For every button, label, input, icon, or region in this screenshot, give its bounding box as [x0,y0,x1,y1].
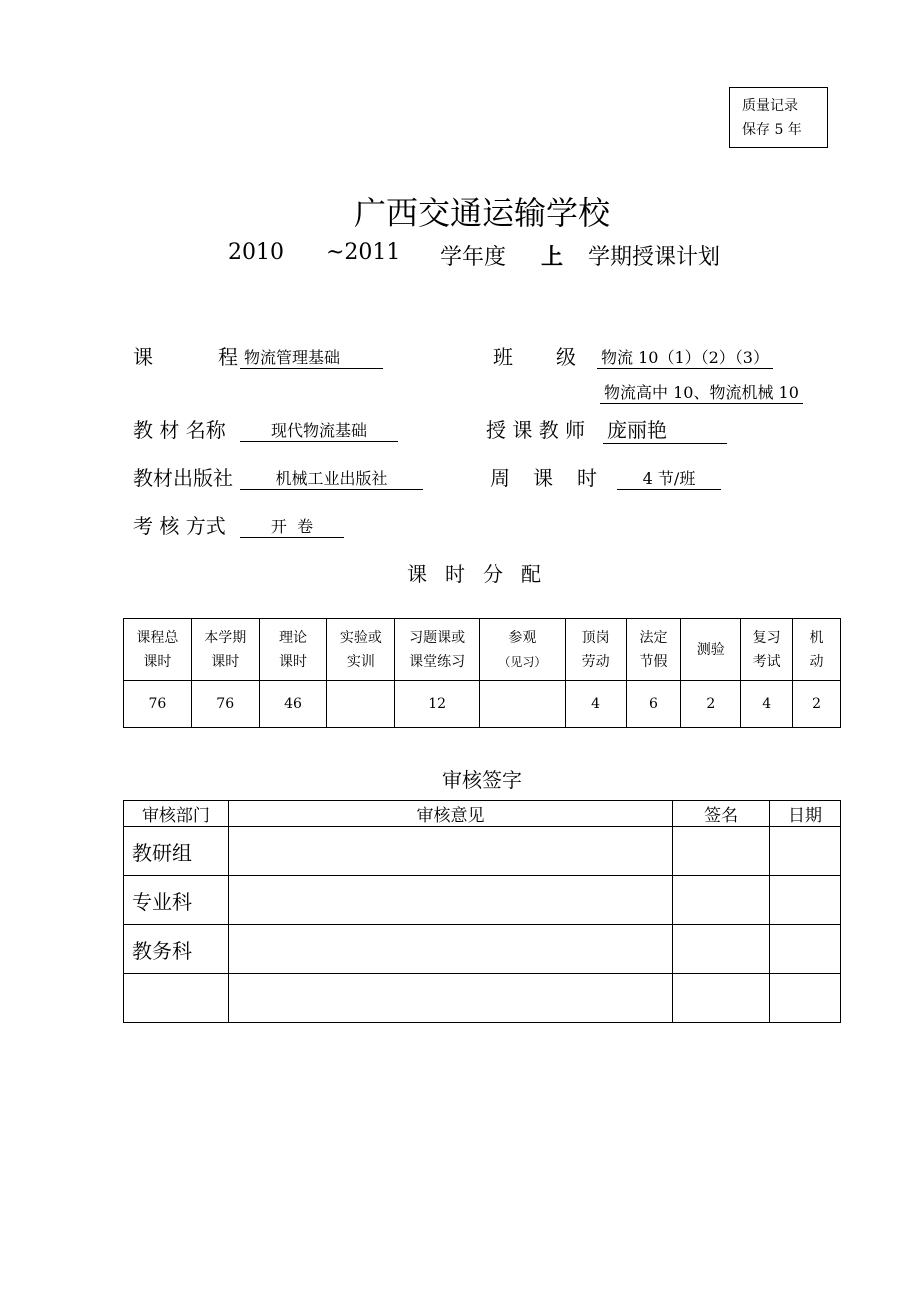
header-cell: 课程总 课时 [124,619,192,681]
header-cell: 习题课或 课堂练习 [395,619,480,681]
signature-cell[interactable] [673,974,770,1023]
value-cell: 4 [741,681,793,728]
exam-label: 考 核 方式 [133,514,226,538]
hours-table [123,618,841,728]
course-value: 物流管理基础 [240,345,383,369]
header-cell: 日期 [770,801,841,827]
value-cell: 76 [124,681,192,728]
header-cell: 实验或 实训 [327,619,395,681]
term: 上 [541,244,564,270]
date-cell[interactable] [770,925,841,974]
textbook-label: 教 材 名称 [133,418,226,442]
weekly-value: 4 节/班 [617,466,721,490]
publisher-value: 机械工业出版社 [240,466,423,490]
header-cell: 法定 节假 [626,619,681,681]
header-cell: 本学期 课时 [191,619,259,681]
header-cell: 审核意见 [228,801,672,827]
department-cell [124,974,229,1023]
hours-value-row [124,681,841,728]
review-row [124,974,841,1023]
hours-section-title: 课时分配 [407,562,559,586]
signature-cell[interactable] [673,827,770,876]
publisher-label: 教材出版社 [133,466,233,490]
date-cell[interactable] [770,876,841,925]
department-cell: 教研组 [124,827,229,876]
date-cell[interactable] [770,827,841,876]
header-cell: 参观 （见习） [479,619,565,681]
exam-value: 开 卷 [240,514,344,538]
review-row [124,827,841,876]
year-end: ~2011 [326,240,401,265]
department-cell: 教务科 [124,925,229,974]
plan-label: 学期授课计划 [588,245,721,270]
weekly-label-1: 周 [490,466,510,490]
weekly-label-2: 课 [533,466,553,490]
class-value-1: 物流 10（1）（2）（3） [597,345,773,369]
weekly-label-3: 时 [577,466,597,490]
year-start: 2010 [228,240,284,265]
review-table [123,800,841,1023]
textbook-value: 现代物流基础 [240,418,398,442]
value-cell: 12 [395,681,480,728]
year-label: 学年度 [440,245,507,270]
stamp-line-2: 保存 5 年 [742,122,802,138]
signature-cell[interactable] [673,925,770,974]
teacher-label: 授 课 教 师 [486,418,586,442]
value-cell: 4 [565,681,626,728]
opinion-cell[interactable] [228,876,672,925]
value-cell [479,681,565,728]
class-label-2: 级 [556,345,576,369]
review-row [124,876,841,925]
header-cell: 理论 课时 [259,619,327,681]
date-cell[interactable] [770,974,841,1023]
header-cell: 审核部门 [124,801,229,827]
header-cell: 测验 [681,619,741,681]
value-cell: 46 [259,681,327,728]
class-label-1: 班 [493,345,513,369]
quality-record-stamp [729,87,828,148]
course-label-1: 课 [133,345,153,369]
department-cell: 专业科 [124,876,229,925]
opinion-cell[interactable] [228,827,672,876]
opinion-cell[interactable] [228,925,672,974]
header-cell: 签名 [673,801,770,827]
value-cell: 76 [191,681,259,728]
hours-header-row [124,619,841,681]
school-title: 广西交通运输学校 [353,194,610,232]
signature-cell[interactable] [673,876,770,925]
value-cell: 6 [626,681,681,728]
opinion-cell[interactable] [228,974,672,1023]
course-label-2: 程 [218,345,238,369]
value-cell: 2 [793,681,841,728]
review-row [124,925,841,974]
class-value-2: 物流高中 10、物流机械 10 [600,380,803,404]
header-cell: 顶岗 劳动 [565,619,626,681]
stamp-line-1: 质量记录 [742,98,798,114]
value-cell [327,681,395,728]
header-cell: 机 动 [793,619,841,681]
teacher-value: 庞丽艳 [603,414,727,444]
review-header-row [124,801,841,827]
header-cell: 复习 考试 [741,619,793,681]
review-section-title: 审核签字 [442,768,522,792]
value-cell: 2 [681,681,741,728]
